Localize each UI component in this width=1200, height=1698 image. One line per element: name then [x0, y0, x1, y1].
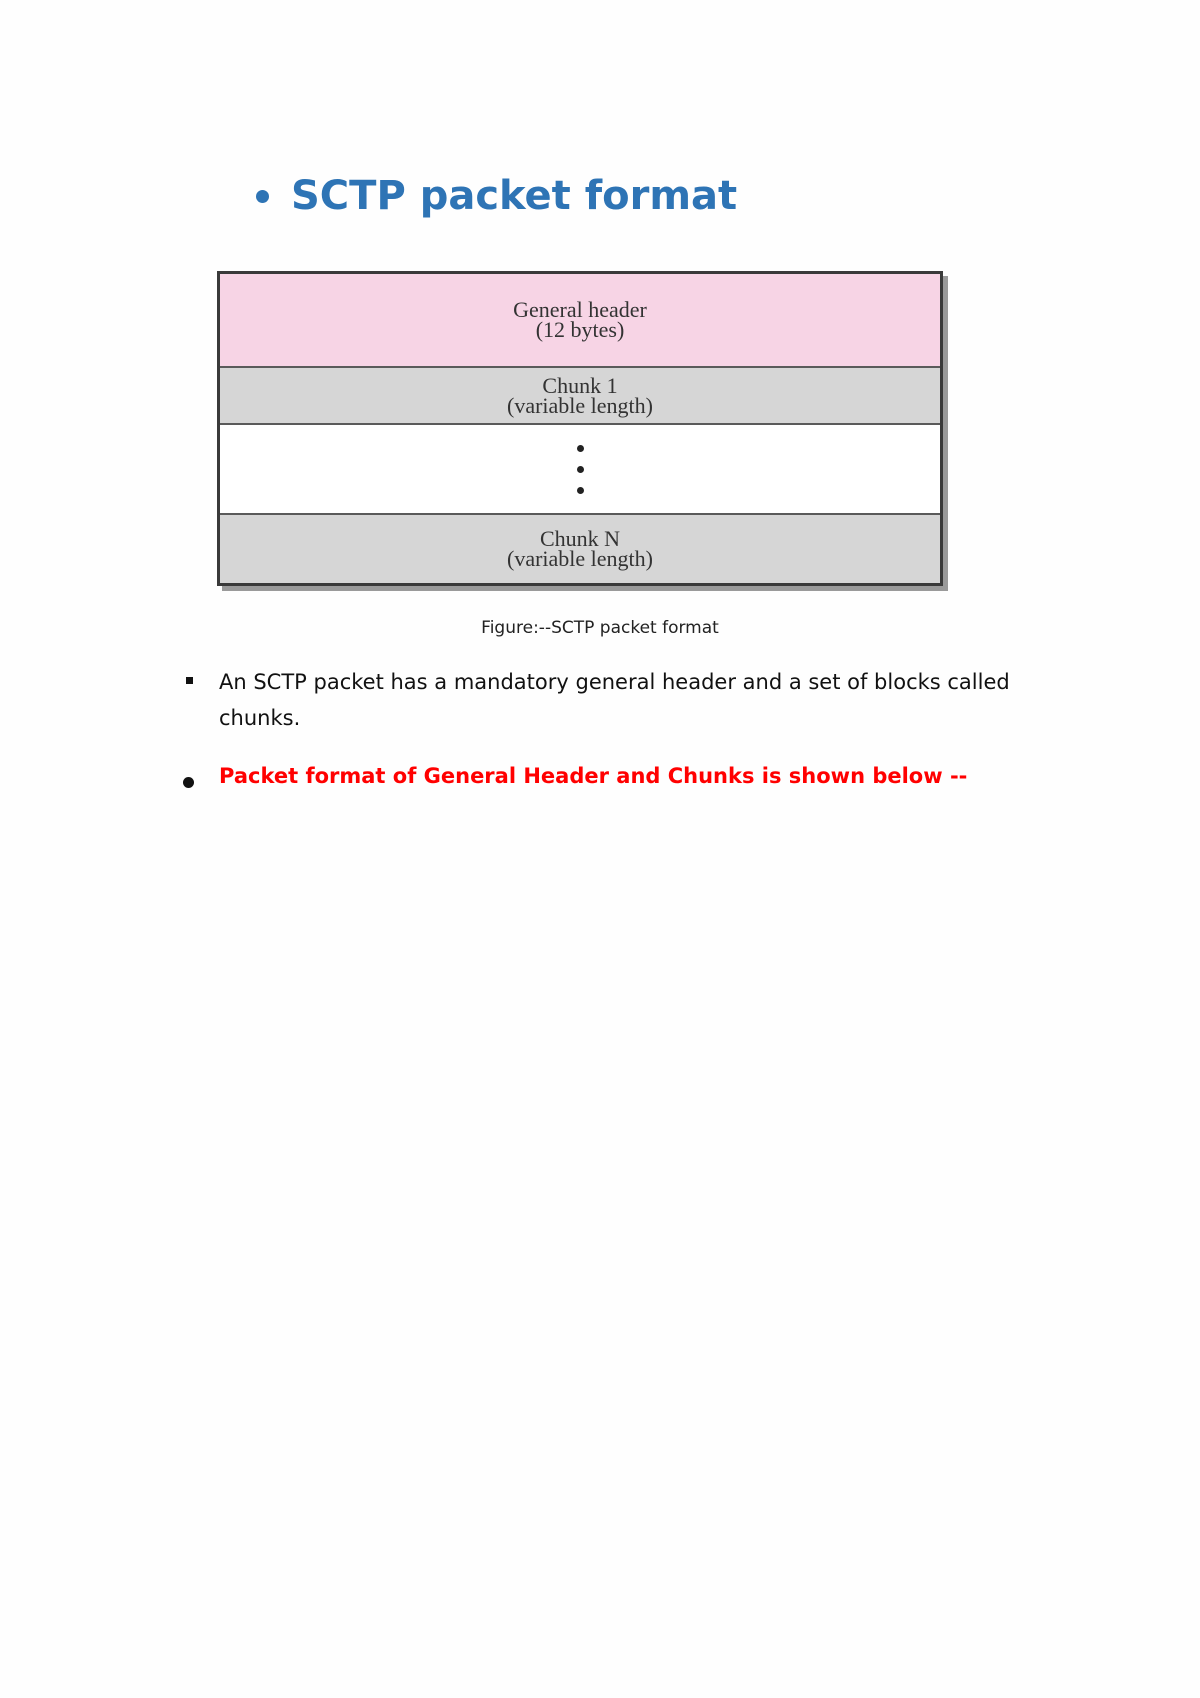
chunk-n-length: (variable length)	[507, 546, 653, 571]
highlight-text: Packet format of General Header and Chunks is shown below --	[219, 764, 968, 788]
general-header-size: (12 bytes)	[535, 317, 625, 342]
general-header-label: General header	[513, 297, 647, 322]
figure-caption: Figure:--SCTP packet format	[481, 618, 719, 638]
section-heading	[256, 168, 737, 224]
ellipsis-block	[220, 425, 940, 515]
general-header-block	[220, 274, 940, 368]
heading-bullet-icon	[256, 190, 269, 203]
ellipsis-dot-icon	[577, 466, 584, 473]
ellipsis-dot-icon	[577, 445, 584, 452]
ellipsis-dot-icon	[577, 487, 584, 494]
chunk-n-label: Chunk N	[539, 526, 621, 551]
page-title: SCTP packet format	[291, 173, 738, 219]
packet-format-diagram	[217, 271, 943, 586]
description-paragraph: An SCTP packet has a mandatory general header and a set of blocks called chunks.	[219, 670, 1010, 730]
chunk-1-label: Chunk 1	[542, 372, 618, 398]
round-bullet-icon	[183, 777, 194, 788]
square-bullet-icon	[186, 677, 193, 684]
chunk-n-block	[220, 515, 940, 583]
chunk-1-block	[220, 368, 940, 425]
chunk-1-length: (variable length)	[507, 392, 653, 418]
